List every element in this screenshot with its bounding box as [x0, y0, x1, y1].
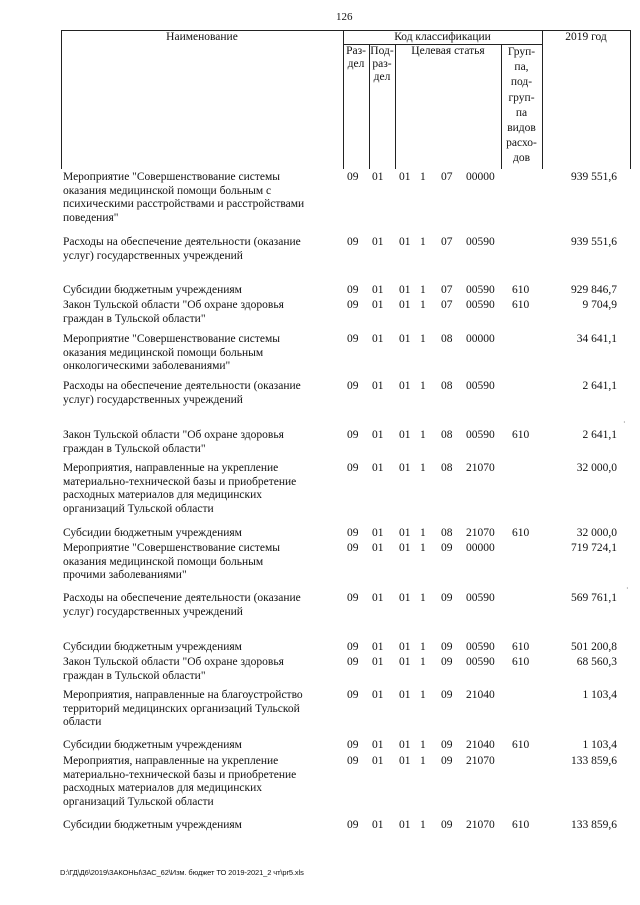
row-name-line: услуг) государственных учреждений — [63, 393, 243, 406]
row-name-line: Субсидии бюджетным учреждениям — [63, 641, 242, 653]
cell-podrazdel: 01 — [372, 284, 384, 296]
row-name-line: услуг) государственных учреждений — [63, 605, 243, 618]
row-name-line: Субсидии бюджетным учреждениям — [63, 819, 242, 831]
header-razdel — [343, 45, 369, 71]
cell-razdel: 09 — [347, 236, 359, 248]
cell-podrazdel: 01 — [372, 527, 384, 539]
cell-subprogram: 1 — [420, 284, 426, 296]
cell-razdel: 09 — [347, 656, 359, 668]
header-group-line: видов — [507, 122, 536, 135]
cell-expense-type: 610 — [512, 641, 530, 653]
cell-main-event: 07 — [441, 284, 453, 296]
cell-direction: 00000 — [466, 171, 495, 183]
cell-podrazdel: 01 — [372, 299, 384, 311]
cell-direction: 00590 — [466, 641, 495, 653]
cell-amount: 2 641,1 — [582, 380, 617, 392]
cell-main-event: 08 — [441, 462, 453, 474]
cell-direction: 00590 — [466, 284, 495, 296]
cell-direction: 00590 — [466, 299, 495, 311]
cell-podrazdel: 01 — [372, 656, 384, 668]
row-name — [63, 429, 345, 456]
cell-razdel: 09 — [347, 641, 359, 653]
cell-podrazdel: 01 — [372, 236, 384, 248]
cell-amount: 32 000,0 — [576, 527, 617, 539]
cell-program: 01 — [399, 739, 411, 751]
cell-amount: 133 859,6 — [571, 819, 617, 831]
cell-subprogram: 1 — [420, 592, 426, 604]
cell-subprogram: 1 — [420, 429, 426, 441]
cell-podrazdel: 01 — [372, 429, 384, 441]
cell-amount: 1 103,4 — [582, 689, 617, 701]
row-name-line: прочими заболеваниями" — [63, 569, 187, 581]
row-name-line: Мероприятие "Совершенствование системы — [63, 542, 281, 554]
header-year: 2019 год — [565, 31, 607, 43]
cell-program: 01 — [399, 236, 411, 248]
cell-subprogram: 1 — [420, 380, 426, 392]
row-name-line: граждан в Тульской области" — [63, 312, 206, 325]
cell-program: 01 — [399, 592, 411, 604]
row-name-line: оказания медицинской помощи больным — [63, 346, 264, 359]
header-podrazdel-line: Под- — [370, 45, 394, 57]
header-group-line: дов — [512, 152, 531, 165]
cell-podrazdel: 01 — [372, 689, 384, 701]
header-group-line: па, — [514, 61, 529, 74]
cell-podrazdel: 01 — [372, 739, 384, 751]
row-name-line: услуг) государственных учреждений — [63, 249, 243, 262]
cell-razdel: 09 — [347, 333, 359, 345]
cell-program: 01 — [399, 819, 411, 831]
cell-main-event: 07 — [441, 299, 453, 311]
cell-main-event: 08 — [441, 527, 453, 539]
row-name-line: Субсидии бюджетным учреждениям — [63, 739, 242, 751]
cell-direction: 00000 — [466, 333, 495, 345]
cell-amount: 34 641,1 — [576, 333, 617, 345]
header-group — [501, 45, 542, 167]
cell-direction: 00000 — [466, 542, 495, 554]
row-name — [63, 689, 345, 730]
row-name-line: Субсидии бюджетным учреждениям — [63, 284, 242, 296]
row-name-line: территорий медицинских организаций Тульской — [63, 702, 300, 715]
header-group-line: расхо- — [506, 137, 537, 150]
row-name — [63, 236, 345, 263]
cell-subprogram: 1 — [420, 171, 426, 183]
cell-razdel: 09 — [347, 527, 359, 539]
cell-direction: 21070 — [466, 819, 495, 831]
cell-main-event: 09 — [441, 641, 453, 653]
header-divider-year — [542, 30, 543, 169]
cell-expense-type: 610 — [512, 284, 530, 296]
cell-amount: 9 704,9 — [582, 299, 617, 311]
cell-direction: 21040 — [466, 739, 495, 751]
row-name-line: поведения" — [63, 211, 119, 224]
cell-subprogram: 1 — [420, 641, 426, 653]
row-name-line: Субсидии бюджетным учреждениям — [63, 527, 242, 539]
header-podrazdel-line: дел — [373, 71, 391, 83]
header-group-line: под- — [510, 76, 533, 89]
cell-podrazdel: 01 — [372, 641, 384, 653]
file-path-footer: D:\ГД\Д6\2019\ЗАКОНЫ\ЗАС_62\Изм. бюджет ТО 2019-2021_2 чт\pr5.xls — [60, 868, 304, 877]
cell-amount: 719 724,1 — [571, 542, 617, 554]
cell-amount: 68 560,3 — [576, 656, 617, 668]
header-target: Целевая статья — [411, 45, 485, 57]
cell-main-event: 09 — [441, 689, 453, 701]
cell-program: 01 — [399, 527, 411, 539]
cell-main-event: 08 — [441, 380, 453, 392]
row-name-line: Закон Тульской области "Об охране здоровья — [63, 299, 284, 311]
cell-amount: 939 551,6 — [571, 236, 617, 248]
row-name — [63, 284, 345, 298]
cell-podrazdel: 01 — [372, 333, 384, 345]
cell-amount: 501 200,8 — [571, 641, 617, 653]
cell-main-event: 08 — [441, 429, 453, 441]
header-podrazdel — [369, 45, 395, 84]
cell-direction: 21070 — [466, 527, 495, 539]
cell-program: 01 — [399, 299, 411, 311]
cell-amount: 2 641,1 — [582, 429, 617, 441]
cell-subprogram: 1 — [420, 236, 426, 248]
cell-podrazdel: 01 — [372, 542, 384, 554]
header-podrazdel-line: раз- — [372, 58, 392, 70]
cell-program: 01 — [399, 755, 411, 767]
cell-main-event: 09 — [441, 739, 453, 751]
row-name-line: психическими расстройствами и расстройствами — [63, 198, 305, 210]
cell-podrazdel: 01 — [372, 171, 384, 183]
cell-program: 01 — [399, 542, 411, 554]
cell-razdel: 09 — [347, 462, 359, 474]
cell-razdel: 09 — [347, 689, 359, 701]
cell-direction: 21070 — [466, 462, 495, 474]
cell-program: 01 — [399, 656, 411, 668]
row-name-line: Мероприятие "Совершенствование системы — [63, 171, 281, 183]
row-name — [63, 171, 345, 225]
cell-podrazdel: 01 — [372, 380, 384, 392]
cell-razdel: 09 — [347, 429, 359, 441]
row-name-line: граждан в Тульской области" — [63, 669, 206, 682]
header-right-border — [630, 30, 631, 169]
row-name-line: области — [63, 716, 102, 728]
row-name-line: расходных материалов для медицинских — [63, 782, 262, 794]
cell-amount: 939 551,6 — [571, 171, 617, 183]
cell-subprogram: 1 — [420, 333, 426, 345]
row-name-line: материально-технической базы и приобретение — [63, 768, 297, 781]
cell-amount: 929 846,7 — [571, 284, 617, 296]
cell-razdel: 09 — [347, 299, 359, 311]
row-name — [63, 592, 345, 619]
row-name-line: оказания медицинской помощи больным — [63, 555, 264, 568]
cell-amount: 1 103,4 — [582, 739, 617, 751]
header-razdel-line: дел — [347, 58, 365, 70]
row-name-line: оказания медицинской помощи больным с — [63, 184, 272, 197]
cell-razdel: 09 — [347, 592, 359, 604]
cell-program: 01 — [399, 429, 411, 441]
cell-direction: 21070 — [466, 755, 495, 767]
row-name — [63, 819, 345, 833]
cell-razdel: 09 — [347, 819, 359, 831]
cell-subprogram: 1 — [420, 689, 426, 701]
row-name-line: расходных материалов для медицинских — [63, 489, 262, 501]
cell-expense-type: 610 — [512, 739, 530, 751]
header-group-line: па — [515, 106, 528, 119]
row-name — [63, 462, 345, 516]
row-name-line: материально-технической базы и приобретение — [63, 475, 297, 488]
cell-razdel: 09 — [347, 542, 359, 554]
cell-program: 01 — [399, 171, 411, 183]
row-name-line: Закон Тульской области "Об охране здоровья — [63, 656, 284, 668]
cell-amount: 32 000,0 — [576, 462, 617, 474]
cell-razdel: 09 — [347, 380, 359, 392]
row-name-line: Расходы на обеспечение деятельности (оказание — [63, 592, 301, 604]
row-name — [63, 380, 345, 407]
cell-direction: 00590 — [466, 592, 495, 604]
row-name-line: организаций Тульской области — [63, 795, 214, 808]
cell-expense-type: 610 — [512, 429, 530, 441]
cell-podrazdel: 01 — [372, 462, 384, 474]
row-name — [63, 299, 345, 326]
row-name — [63, 656, 345, 683]
row-name-line: Мероприятия, направленные на благоустройство — [63, 689, 303, 701]
row-name — [63, 739, 345, 753]
cell-expense-type: 610 — [512, 527, 530, 539]
cell-direction: 00590 — [466, 236, 495, 248]
cell-program: 01 — [399, 462, 411, 474]
cell-program: 01 — [399, 333, 411, 345]
cell-direction: 00590 — [466, 429, 495, 441]
cell-amount: 133 859,6 — [571, 755, 617, 767]
cell-expense-type: 610 — [512, 299, 530, 311]
cell-expense-type: 610 — [512, 819, 530, 831]
cell-subprogram: 1 — [420, 299, 426, 311]
cell-main-event: 09 — [441, 755, 453, 767]
cell-expense-type: 610 — [512, 656, 530, 668]
cell-razdel: 09 — [347, 755, 359, 767]
cell-razdel: 09 — [347, 739, 359, 751]
cell-subprogram: 1 — [420, 542, 426, 554]
cell-amount: 569 761,1 — [571, 592, 617, 604]
cell-subprogram: 1 — [420, 739, 426, 751]
row-name-line: онкологическими заболеваниями" — [63, 360, 231, 372]
row-name — [63, 333, 345, 374]
cell-razdel: 09 — [347, 171, 359, 183]
cell-main-event: 09 — [441, 592, 453, 604]
scan-mark: · — [626, 584, 629, 593]
header-classification: Код классификации — [394, 31, 491, 43]
row-name — [63, 755, 345, 809]
header-razdel-line: Раз- — [346, 45, 366, 57]
cell-subprogram: 1 — [420, 462, 426, 474]
row-name-line: организаций Тульской области — [63, 502, 214, 515]
scan-mark: · — [623, 418, 626, 427]
cell-subprogram: 1 — [420, 527, 426, 539]
cell-program: 01 — [399, 284, 411, 296]
cell-razdel: 09 — [347, 284, 359, 296]
cell-program: 01 — [399, 380, 411, 392]
header-left-border — [61, 30, 62, 169]
cell-main-event: 07 — [441, 236, 453, 248]
cell-direction: 00590 — [466, 656, 495, 668]
row-name — [63, 527, 345, 541]
row-name-line: Мероприятие "Совершенствование системы — [63, 333, 281, 345]
cell-subprogram: 1 — [420, 755, 426, 767]
header-name: Наименование — [166, 31, 238, 43]
cell-main-event: 09 — [441, 542, 453, 554]
cell-subprogram: 1 — [420, 819, 426, 831]
cell-podrazdel: 01 — [372, 592, 384, 604]
cell-subprogram: 1 — [420, 656, 426, 668]
cell-main-event: 09 — [441, 819, 453, 831]
cell-main-event: 07 — [441, 171, 453, 183]
row-name — [63, 641, 345, 655]
row-name-line: Мероприятия, направленные на укрепление — [63, 462, 279, 474]
row-name-line: Расходы на обеспечение деятельности (оказание — [63, 380, 301, 392]
cell-main-event: 08 — [441, 333, 453, 345]
cell-direction: 21040 — [466, 689, 495, 701]
row-name-line: граждан в Тульской области" — [63, 442, 206, 455]
row-name — [63, 542, 345, 583]
cell-program: 01 — [399, 689, 411, 701]
row-name-line: Закон Тульской области "Об охране здоровья — [63, 429, 284, 441]
cell-podrazdel: 01 — [372, 755, 384, 767]
header-divider-podrazdel — [395, 44, 396, 169]
row-name-line: Расходы на обеспечение деятельности (оказание — [63, 236, 301, 248]
header-group-line: Груп- — [507, 46, 536, 58]
page-number: 126 — [336, 11, 353, 23]
cell-main-event: 09 — [441, 656, 453, 668]
cell-podrazdel: 01 — [372, 819, 384, 831]
header-group-line: груп- — [508, 91, 535, 104]
cell-program: 01 — [399, 641, 411, 653]
table-header — [61, 30, 631, 169]
row-name-line: Мероприятия, направленные на укрепление — [63, 755, 279, 767]
cell-direction: 00590 — [466, 380, 495, 392]
